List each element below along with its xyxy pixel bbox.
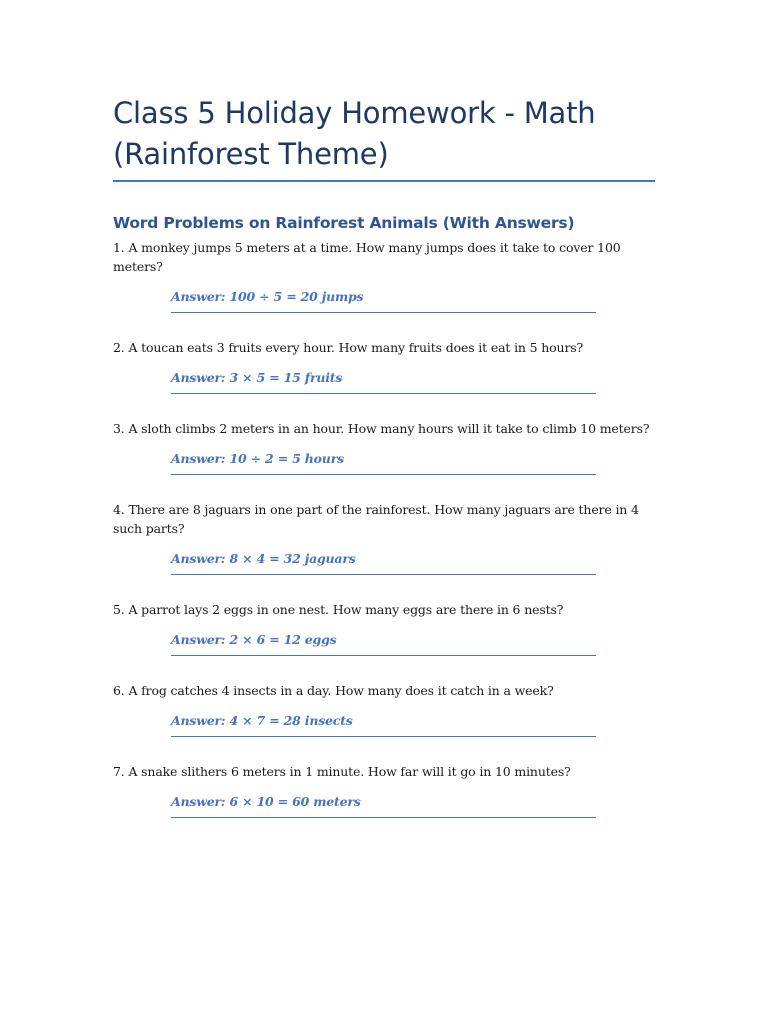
problem-item: [113, 681, 655, 762]
problem-item: [113, 500, 655, 600]
answer-box: [171, 700, 596, 737]
problem-list: [113, 238, 655, 818]
problem-question: 1. A monkey jumps 5 meters at a time. How many jumps does it take to cover 100 meters?: [113, 240, 621, 274]
problem-answer: Answer: 4 × 7 = 28 insects: [171, 713, 353, 728]
problem-question: 7. A snake slithers 6 meters in 1 minute. How far will it go in 10 minutes?: [113, 764, 571, 779]
answer-box: [171, 538, 596, 575]
problem-item: [113, 762, 655, 818]
spacer: [113, 475, 655, 500]
answer-box: [171, 438, 596, 475]
page-title: Class 5 Holiday Homework - Math (Rainforest Theme): [113, 96, 596, 171]
problem-item: [113, 600, 655, 681]
answer-box: [171, 357, 596, 394]
spacer: [113, 313, 655, 338]
title-divider: [113, 180, 655, 182]
problem-question: 6. A frog catches 4 insects in a day. How many does it catch in a week?: [113, 683, 554, 698]
problem-item: [113, 238, 655, 338]
spacer: [113, 575, 655, 600]
spacer: [113, 737, 655, 762]
section-heading: Word Problems on Rainforest Animals (With Answers): [113, 214, 575, 232]
problem-answer: Answer: 100 ÷ 5 = 20 jumps: [171, 289, 364, 304]
answer-box: [171, 781, 596, 818]
problem-answer: Answer: 6 × 10 = 60 meters: [171, 794, 361, 809]
spacer: [113, 656, 655, 681]
problem-item: [113, 419, 655, 500]
spacer: [113, 394, 655, 419]
problem-question: 3. A sloth climbs 2 meters in an hour. How many hours will it take to climb 10 meters?: [113, 421, 650, 436]
answer-box: [171, 276, 596, 313]
problem-answer: Answer: 3 × 5 = 15 fruits: [171, 370, 343, 385]
problem-answer: Answer: 10 ÷ 2 = 5 hours: [171, 451, 344, 466]
problem-item: [113, 338, 655, 419]
problem-question: 2. A toucan eats 3 fruits every hour. How many fruits does it eat in 5 hours?: [113, 340, 584, 355]
problem-answer: Answer: 2 × 6 = 12 eggs: [171, 632, 337, 647]
answer-box: [171, 619, 596, 656]
problem-question: 5. A parrot lays 2 eggs in one nest. How many eggs are there in 6 nests?: [113, 602, 564, 617]
problem-answer: Answer: 8 × 4 = 32 jaguars: [171, 551, 356, 566]
problem-question: 4. There are 8 jaguars in one part of the rainforest. How many jaguars are there in 4 such parts?: [113, 502, 639, 536]
